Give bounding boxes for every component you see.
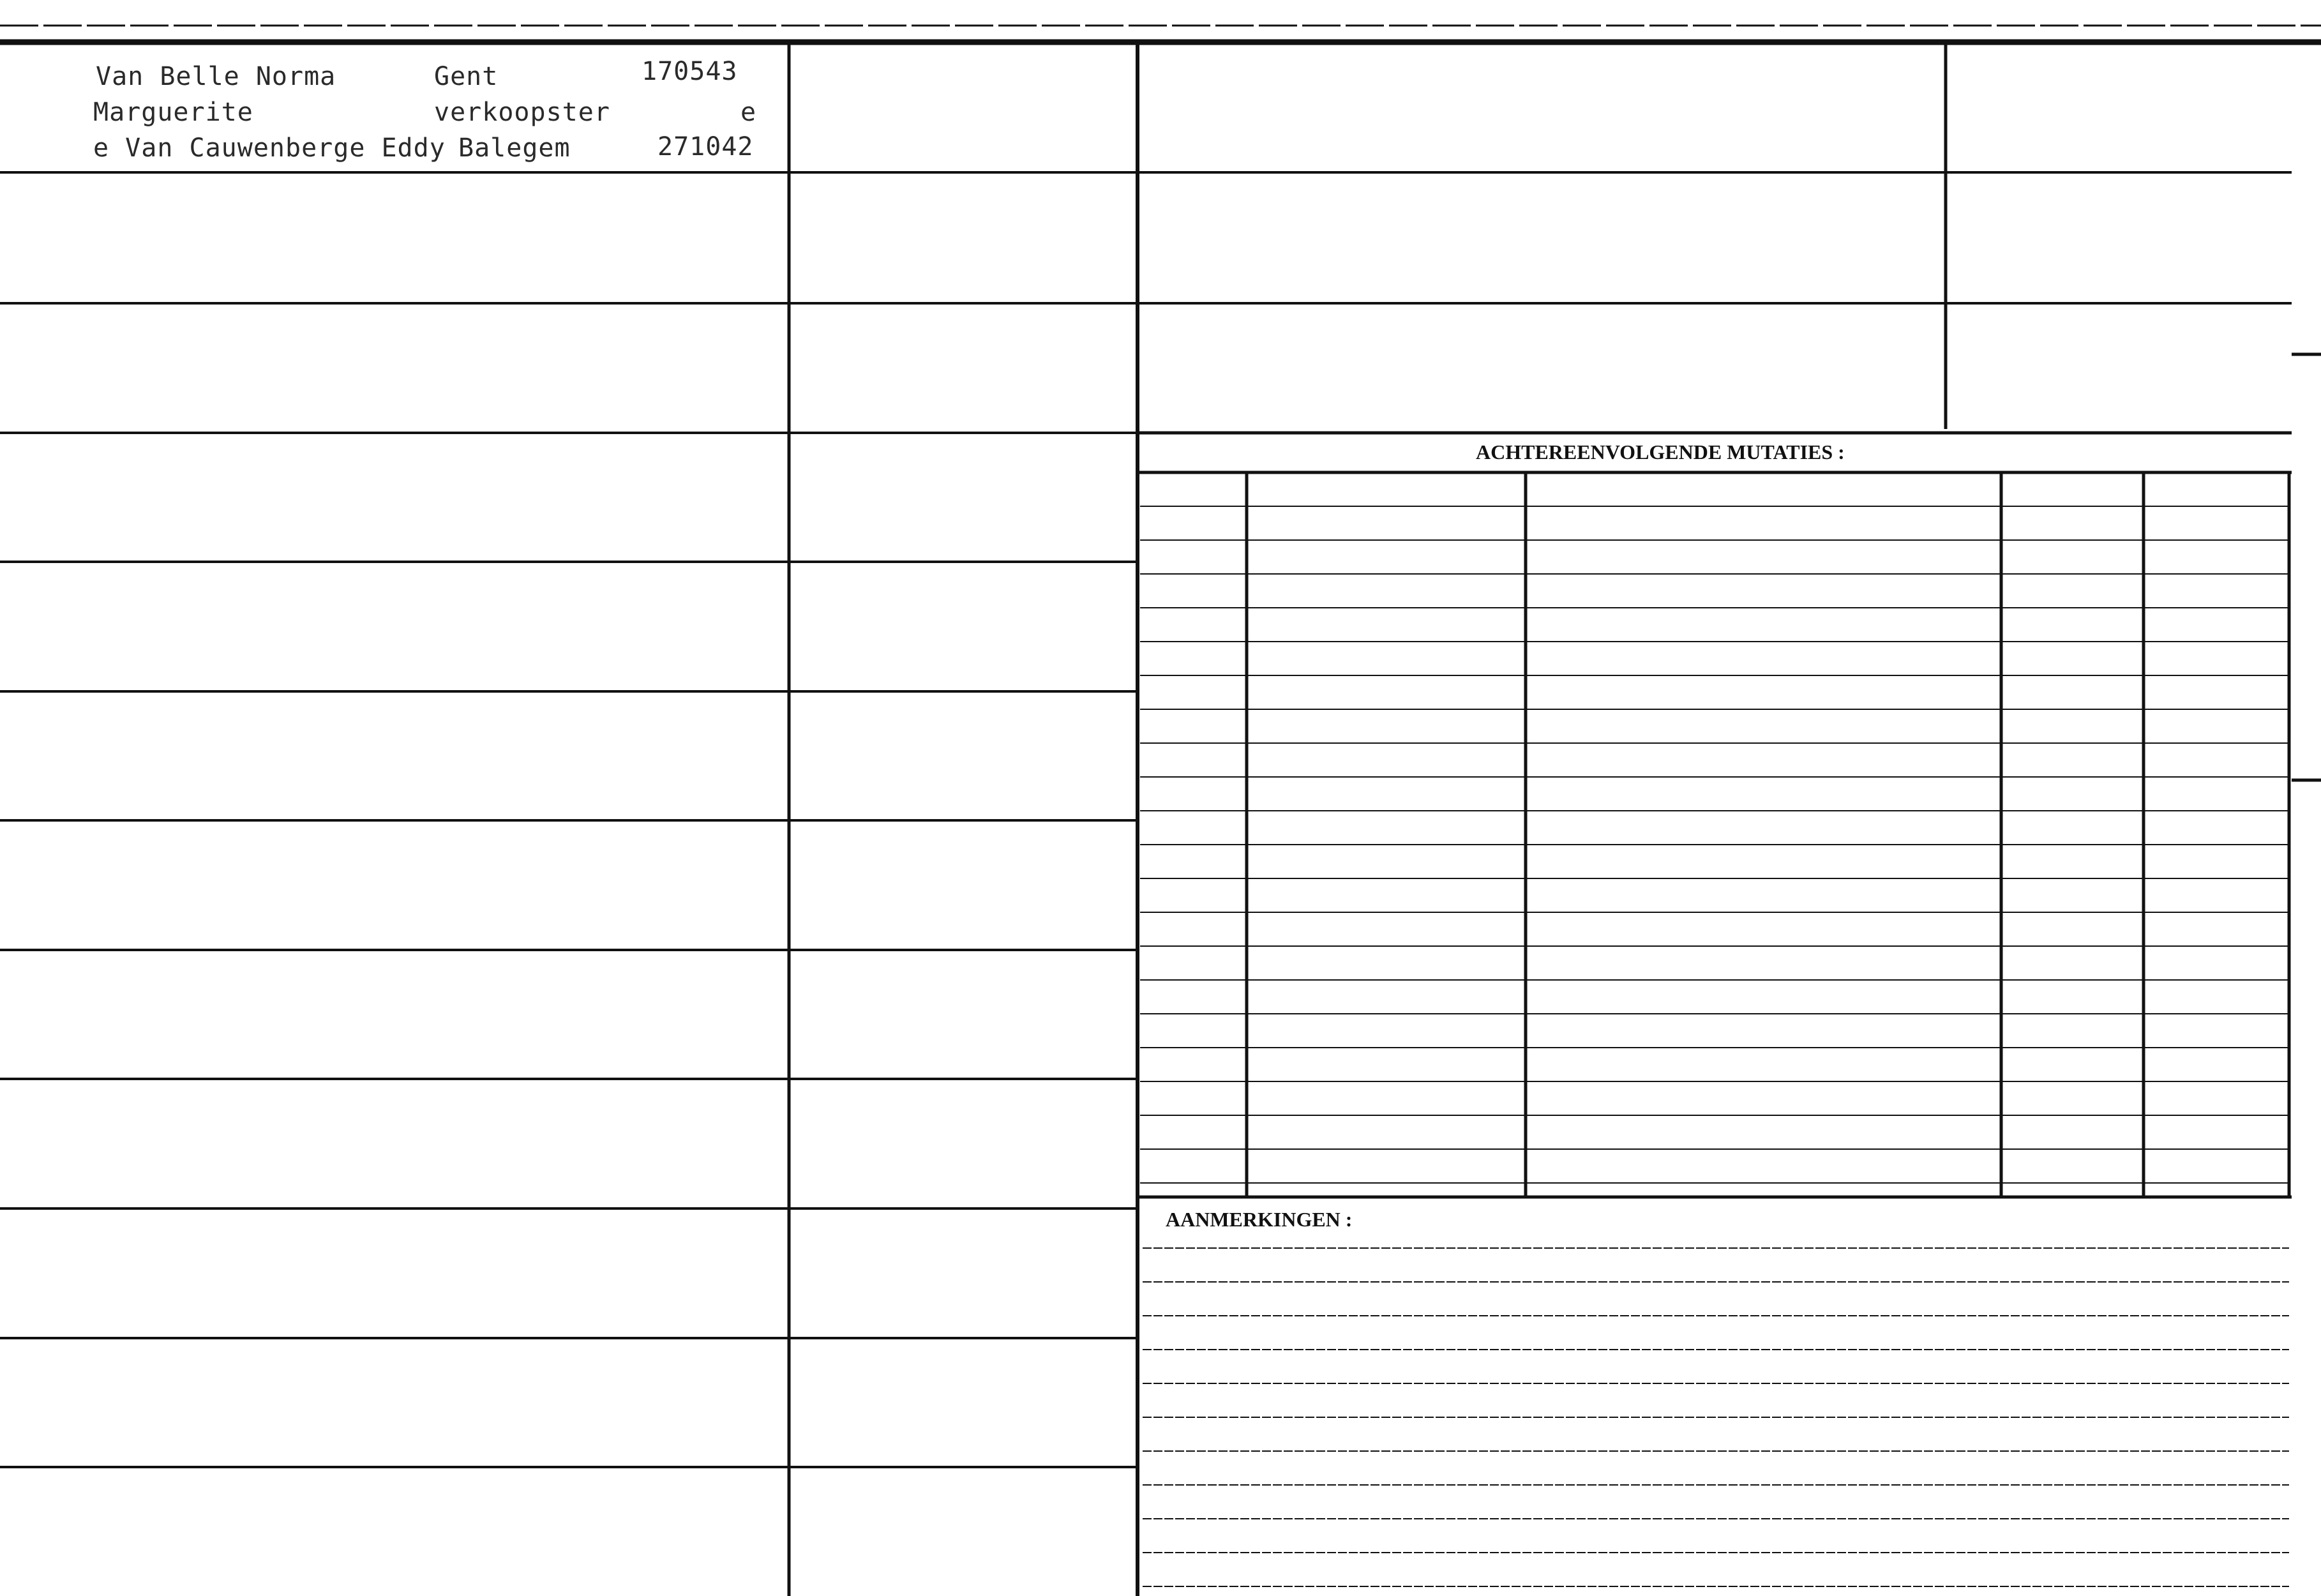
place-birth: Gent <box>434 62 499 91</box>
place-spouse: Balegem <box>458 133 571 163</box>
date-spouse: 271042 <box>657 132 754 162</box>
name-line-1: Van Belle Norma <box>96 62 336 91</box>
mutations-heading: ACHTEREENVOLGENDE MUTATIES : <box>1476 440 1845 463</box>
name-line-3: e Van Cauwenberge Eddy <box>93 133 446 163</box>
name-line-2: Marguerite <box>93 98 253 127</box>
remarks-heading: AANMERKINGEN : <box>1166 1208 1353 1231</box>
date-birth: 170543 <box>642 57 738 86</box>
occupation: verkoopster <box>434 98 610 127</box>
date-marker: e <box>740 98 757 127</box>
